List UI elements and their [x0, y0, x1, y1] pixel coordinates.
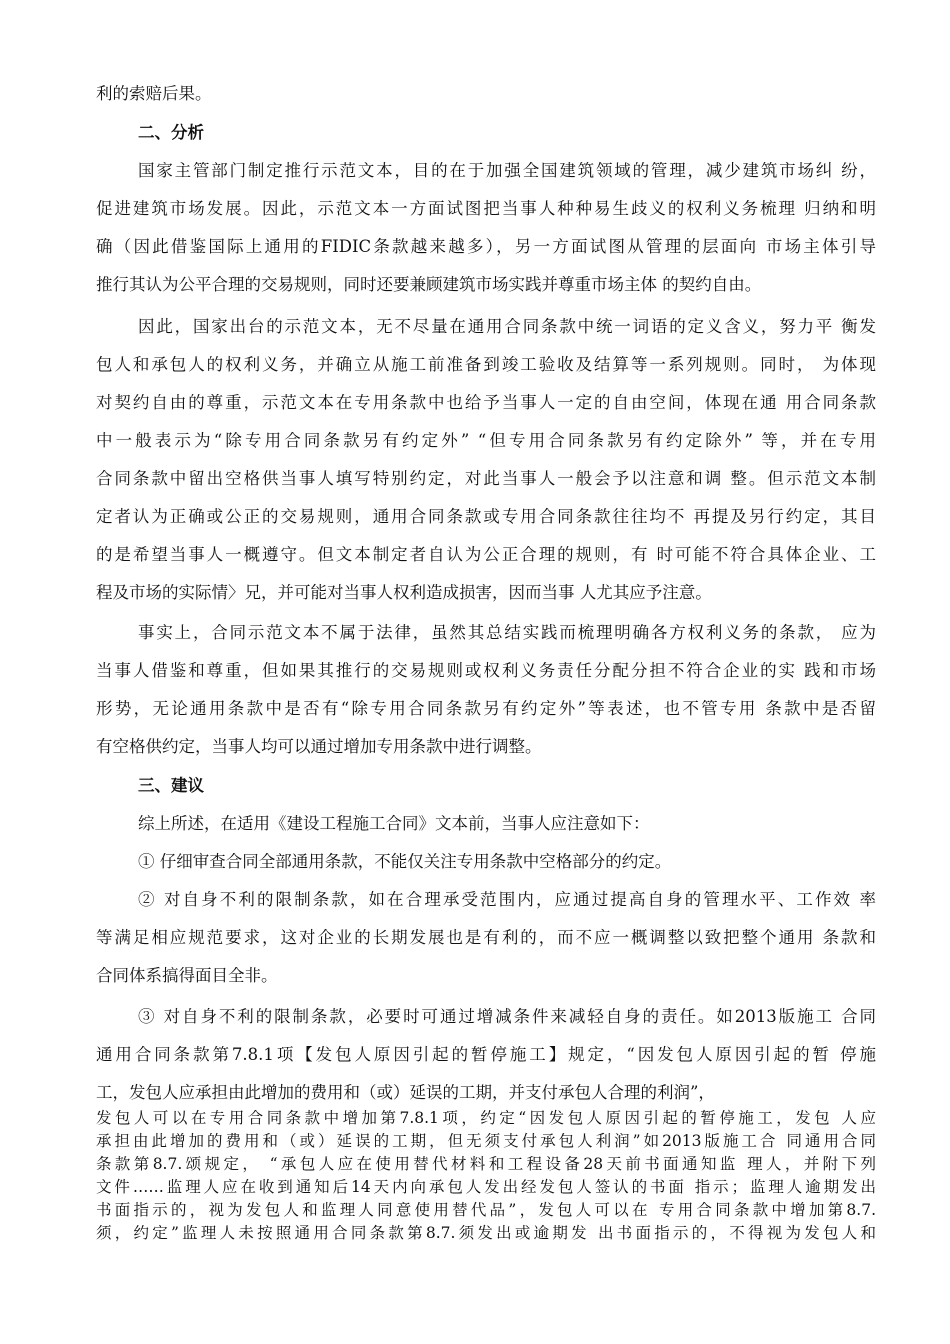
paragraph-line: 发包人可以在专用合同条款中增加第7.8.1项，约定“因发包人原因引起的暂停施工，发包 人应 — [96, 1109, 876, 1127]
paragraph-line: 利的索赔后果。 — [96, 84, 212, 103]
paragraph-line: 定者认为正确或公正的交易规则，通用合同条款或专用合同条款往往均不 再提及另行约定，其目 — [96, 507, 876, 526]
paragraph-line: 通用合同条款第7.8.1项【发包人原因引起的暂停施工】规定，“因发包人原因引起的暂 停施 — [96, 1045, 876, 1064]
paragraph-line: 承担由此增加的费用和（或）延误的工期，但无须支付承包人利润”如2013版施工合 同通用合同 — [96, 1132, 876, 1150]
paragraph-line: 程及市场的实际情〉兄，并可能对当事人权利造成损害，因而当事 人尤其应予注意。 — [96, 583, 712, 602]
paragraph-line: 书面指示的，视为发包人和监理人同意使用替代品”，发包人可以在 专用合同条款中增加第8.7. — [96, 1201, 876, 1219]
paragraph-line: 中一般表示为“除专用合同条款另有约定外” “但专用合同条款另有约定除外” 等，并在专用 — [96, 431, 876, 450]
paragraph-line: 推行其认为公平合理的交易规则，同时还要兼顾建筑市场实践并尊重市场主体 的契约自由。 — [96, 275, 762, 294]
paragraph-line: 促进建筑市场发展。因此，示范文本一方面试图把当事人种种易生歧义的权利义务梳理 归纳和明 — [96, 199, 876, 218]
paragraph-line: 形势，无论通用条款中是否有“除专用合同条款另有约定外”等表述，也不管专用 条款中是否留 — [96, 699, 876, 718]
paragraph-line: 工，发包人应承担由此增加的费用和（或）延误的工期，并支付承包人合理的利润”， — [96, 1083, 715, 1102]
paragraph-line: 须，约定”监理人未按照通用合同条款第8.7.须发出或逾期发 出书面指示的，不得视为发包人和 — [96, 1224, 876, 1242]
paragraph-line: 国家主管部门制定推行示范文本，目的在于加强全国建筑领域的管理，减少建筑市场纠 纷， — [138, 161, 876, 180]
paragraph-line: 综上所述，在适用《建设工程施工合同》文本前，当事人应注意如下： — [138, 814, 650, 833]
paragraph-line: 合同体系搞得面目全非。 — [96, 966, 278, 985]
section-heading-suggestions: 三、建议 — [138, 776, 204, 795]
paragraph-line: 因此，国家出台的示范文本，无不尽量在通用合同条款中统一词语的定义含义，努力平 衡发 — [138, 317, 876, 336]
list-item-3: ③ 对自身不利的限制条款，必要时可通过增减条件来减轻自身的责任。如2013版施工 合同 — [138, 1007, 876, 1026]
paragraph-line: 有空格供约定，当事人均可以通过增加专用条款中进行调整。 — [96, 737, 542, 756]
list-item-2: ② 对自身不利的限制条款，如在合理承受范围内，应通过提高自身的管理水平、工作效 率 — [138, 890, 876, 909]
list-item-1: ① 仔细审查合同全部通用条款，不能仅关注专用条款中空格部分的约定。 — [138, 852, 672, 871]
paragraph-line: 合同条款中留出空格供当事人填写特别约定，对此当事人一般会予以注意和调 整。但示范文本制 — [96, 469, 876, 488]
paragraph-line: 等满足相应规范要求，这对企业的长期发展也是有利的，而不应一概调整以致把整个通用 条款和 — [96, 928, 876, 947]
paragraph-line: 当事人借鉴和尊重，但如果其推行的交易规则或权利义务责任分配分担不符合企业的实 践和市场 — [96, 661, 876, 680]
paragraph-line: 的是希望当事人一概遵守。但文本制定者自认为公正合理的规则，有 时可能不符合具体企业、工 — [96, 545, 876, 564]
paragraph-line: 包人和承包人的权利义务，并确立从施工前准备到竣工验收及结算等一系列规则。同时， 为体现 — [96, 355, 876, 374]
section-heading-analysis: 二、分析 — [138, 123, 204, 142]
paragraph-line: 文件……监理人应在收到通知后14天内向承包人发出经发包人签认的书面 指示；监理人逾期发出 — [96, 1178, 876, 1196]
paragraph-line: 确（因此借鉴国际上通用的FIDIC条款越来越多），另一方面试图从管理的层面向 市场主体引导 — [96, 237, 876, 256]
paragraph-line: 条款第8.7.颂规定， “承包人应在使用替代材料和工程设备28天前书面通知监 理人，并附下列 — [96, 1155, 876, 1173]
paragraph-line: 事实上，合同示范文本不属于法律，虽然其总结实践而梳理明确各方权利义务的条款， 应为 — [138, 623, 876, 642]
paragraph-line: 对契约自由的尊重，示范文本在专用条款中也给予当事人一定的自由空间，体现在通 用合同条款 — [96, 393, 876, 412]
